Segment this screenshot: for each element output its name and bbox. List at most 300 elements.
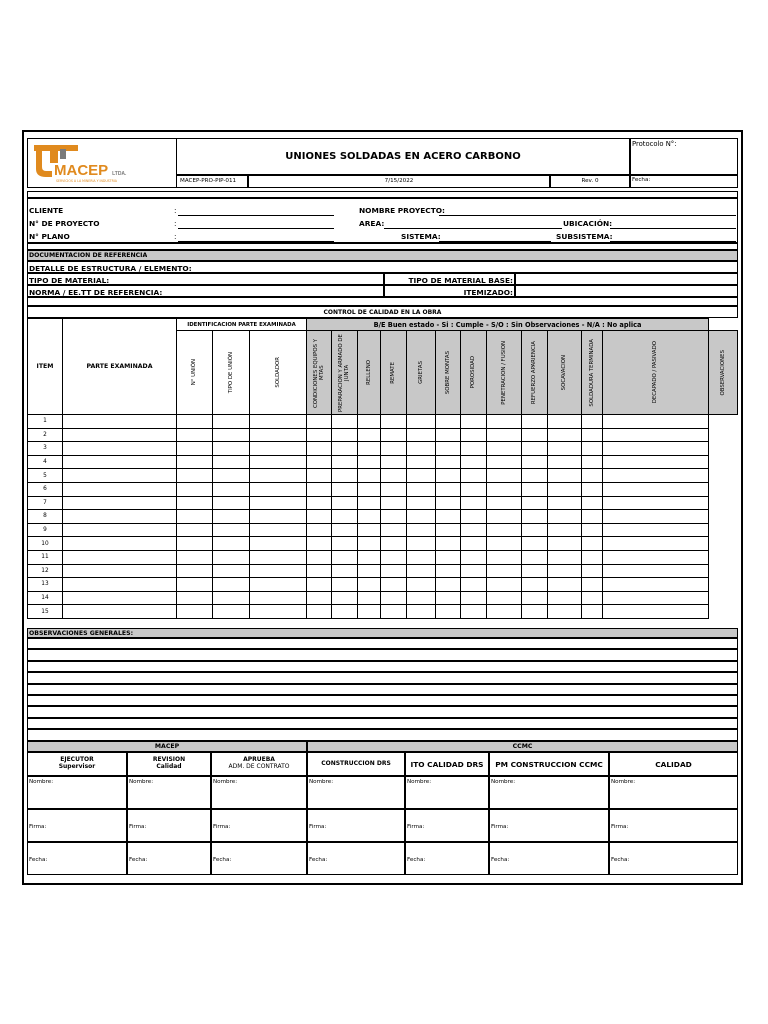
table-cell[interactable] — [177, 415, 213, 429]
column-header-3 — [307, 331, 332, 415]
table-cell[interactable] — [63, 564, 177, 578]
table-cell[interactable] — [213, 415, 250, 429]
signature-fecha-field[interactable] — [127, 842, 211, 875]
table-cell[interactable] — [582, 469, 603, 483]
table-cell[interactable] — [63, 537, 177, 551]
table-cell[interactable] — [461, 510, 487, 524]
table-cell[interactable] — [213, 469, 250, 483]
table-cell[interactable] — [332, 428, 358, 442]
signature-fecha-field[interactable] — [27, 842, 127, 875]
signature-col-header — [307, 752, 405, 776]
signature-firma-field[interactable] — [127, 809, 211, 842]
table-cell[interactable] — [332, 523, 358, 537]
signature-nombre-field[interactable] — [405, 776, 489, 809]
table-cell[interactable] — [307, 523, 332, 537]
table-cell[interactable] — [213, 496, 250, 510]
table-cell[interactable] — [603, 510, 709, 524]
table-cell[interactable] — [332, 578, 358, 592]
table-cell[interactable] — [603, 591, 709, 605]
table-cell[interactable] — [213, 564, 250, 578]
table-cell[interactable] — [603, 550, 709, 564]
table-cell[interactable] — [213, 510, 250, 524]
observaciones-line[interactable] — [27, 718, 738, 729]
table-cell[interactable] — [582, 428, 603, 442]
table-cell[interactable] — [461, 469, 487, 483]
table-cell[interactable] — [358, 428, 381, 442]
table-cell[interactable] — [487, 482, 522, 496]
table-cell[interactable] — [63, 469, 177, 483]
table-cell[interactable] — [332, 415, 358, 429]
table-cell[interactable] — [548, 469, 582, 483]
table-cell[interactable] — [250, 578, 307, 592]
table-cell[interactable] — [63, 605, 177, 619]
table-cell[interactable] — [487, 537, 522, 551]
table-cell[interactable] — [522, 428, 548, 442]
table-cell[interactable] — [407, 510, 436, 524]
signature-fecha-field[interactable] — [609, 842, 738, 875]
table-cell[interactable] — [250, 496, 307, 510]
table-cell[interactable] — [582, 455, 603, 469]
ubicacion-field[interactable] — [610, 228, 736, 229]
table-cell[interactable] — [487, 564, 522, 578]
table-cell[interactable] — [358, 591, 381, 605]
table-cell[interactable] — [487, 605, 522, 619]
signature-firma-field[interactable] — [211, 809, 307, 842]
table-cell[interactable] — [407, 523, 436, 537]
observaciones-line[interactable] — [27, 695, 738, 706]
signature-firma-field[interactable] — [609, 809, 738, 842]
table-cell[interactable] — [250, 550, 307, 564]
table-cell[interactable] — [548, 482, 582, 496]
table-cell[interactable] — [307, 496, 332, 510]
table-cell[interactable] — [603, 496, 709, 510]
table-cell[interactable] — [381, 510, 407, 524]
table-cell[interactable] — [307, 469, 332, 483]
table-cell[interactable] — [487, 523, 522, 537]
table-cell[interactable] — [436, 482, 461, 496]
table-cell[interactable] — [177, 510, 213, 524]
table-cell[interactable] — [332, 510, 358, 524]
observaciones-line[interactable] — [27, 729, 738, 740]
signature-nombre-field[interactable] — [489, 776, 609, 809]
table-cell[interactable] — [603, 537, 709, 551]
table-cell[interactable] — [358, 510, 381, 524]
table-cell[interactable] — [522, 550, 548, 564]
observaciones-line[interactable] — [27, 684, 738, 695]
table-cell[interactable] — [332, 455, 358, 469]
table-cell[interactable] — [436, 578, 461, 592]
table-cell[interactable] — [548, 537, 582, 551]
table-cell[interactable] — [548, 442, 582, 456]
table-cell[interactable] — [213, 442, 250, 456]
table-cell[interactable] — [603, 564, 709, 578]
table-cell[interactable] — [332, 550, 358, 564]
signature-fecha-field[interactable] — [405, 842, 489, 875]
table-cell[interactable] — [381, 605, 407, 619]
table-cell[interactable] — [358, 455, 381, 469]
table-cell[interactable] — [381, 591, 407, 605]
signature-fecha-field[interactable] — [307, 842, 405, 875]
table-cell[interactable] — [177, 550, 213, 564]
table-cell[interactable] — [548, 564, 582, 578]
table-cell[interactable] — [213, 455, 250, 469]
table-cell[interactable] — [177, 523, 213, 537]
table-cell[interactable] — [381, 415, 407, 429]
table-cell[interactable] — [603, 415, 709, 429]
table-cell[interactable] — [522, 455, 548, 469]
table-cell[interactable] — [548, 578, 582, 592]
table-cell[interactable] — [213, 591, 250, 605]
table-cell[interactable] — [177, 537, 213, 551]
table-cell[interactable] — [603, 482, 709, 496]
table-cell[interactable] — [603, 428, 709, 442]
table-cell[interactable] — [63, 442, 177, 456]
table-cell[interactable] — [63, 550, 177, 564]
signature-col-title: APRUEBA — [243, 756, 275, 763]
signature-nombre-label: Nombre: — [213, 779, 238, 785]
table-cell[interactable] — [177, 605, 213, 619]
column-header-label: REFUERZO APARIENCIA — [531, 340, 538, 405]
signature-firma-label: Firma: — [491, 824, 509, 830]
signature-col-subtitle: ADM. DE CONTRATO — [228, 763, 290, 770]
table-cell[interactable] — [250, 523, 307, 537]
table-cell[interactable] — [436, 428, 461, 442]
table-cell[interactable] — [381, 455, 407, 469]
observaciones-line[interactable] — [27, 649, 738, 660]
table-cell[interactable] — [582, 523, 603, 537]
table-cell[interactable] — [461, 496, 487, 510]
table-cell[interactable] — [522, 578, 548, 592]
table-cell[interactable] — [332, 537, 358, 551]
table-cell[interactable] — [461, 523, 487, 537]
table-cell[interactable] — [213, 523, 250, 537]
table-cell[interactable] — [250, 469, 307, 483]
table-cell[interactable] — [461, 537, 487, 551]
detalle-label: DETALLE DE ESTRUCTURA / ELEMENTO: — [29, 264, 192, 273]
tipo-material-cell[interactable] — [27, 273, 384, 285]
table-cell[interactable] — [582, 482, 603, 496]
table-cell[interactable] — [548, 523, 582, 537]
table-cell[interactable] — [487, 550, 522, 564]
table-cell[interactable] — [332, 496, 358, 510]
table-cell[interactable] — [461, 428, 487, 442]
norma-cell[interactable] — [27, 285, 384, 297]
table-cell[interactable] — [603, 523, 709, 537]
table-cell[interactable] — [582, 550, 603, 564]
table-cell[interactable] — [461, 564, 487, 578]
table-cell[interactable] — [522, 442, 548, 456]
table-cell[interactable] — [307, 605, 332, 619]
table-cell[interactable] — [582, 578, 603, 592]
table-cell[interactable] — [358, 469, 381, 483]
table-cell[interactable] — [461, 605, 487, 619]
table-cell[interactable] — [381, 496, 407, 510]
table-cell[interactable] — [436, 415, 461, 429]
table-cell[interactable] — [603, 605, 709, 619]
table-cell[interactable] — [407, 578, 436, 592]
table-cell[interactable] — [548, 510, 582, 524]
table-cell[interactable] — [548, 415, 582, 429]
nombre-proyecto-field[interactable] — [439, 215, 736, 216]
table-cell[interactable] — [358, 550, 381, 564]
table-cell[interactable] — [522, 510, 548, 524]
table-cell[interactable] — [177, 482, 213, 496]
table-row — [28, 537, 738, 551]
table-cell[interactable] — [487, 510, 522, 524]
table-cell[interactable] — [461, 415, 487, 429]
table-cell[interactable] — [436, 605, 461, 619]
table-cell[interactable] — [522, 537, 548, 551]
table-cell[interactable] — [177, 578, 213, 592]
proyecto-field[interactable] — [178, 228, 334, 229]
signature-firma-field[interactable] — [405, 809, 489, 842]
table-cell[interactable] — [522, 469, 548, 483]
table-cell[interactable] — [63, 510, 177, 524]
table-cell[interactable] — [436, 469, 461, 483]
table-cell[interactable] — [582, 442, 603, 456]
table-cell[interactable] — [307, 442, 332, 456]
table-cell[interactable] — [63, 428, 177, 442]
table-cell[interactable] — [213, 482, 250, 496]
table-cell[interactable] — [332, 564, 358, 578]
plano-field[interactable] — [178, 241, 334, 242]
table-cell[interactable] — [307, 591, 332, 605]
table-cell[interactable] — [582, 415, 603, 429]
table-cell[interactable] — [407, 591, 436, 605]
table-cell[interactable] — [582, 510, 603, 524]
table-cell[interactable] — [307, 428, 332, 442]
table-cell[interactable] — [548, 550, 582, 564]
code-cell — [176, 175, 248, 188]
table-cell[interactable] — [407, 415, 436, 429]
table-cell[interactable] — [332, 482, 358, 496]
cliente-field[interactable] — [178, 215, 334, 216]
table-cell[interactable] — [603, 442, 709, 456]
table-cell[interactable] — [250, 455, 307, 469]
table-cell[interactable] — [603, 455, 709, 469]
item-number: 8 — [28, 510, 63, 524]
table-cell[interactable] — [436, 510, 461, 524]
table-cell[interactable] — [358, 564, 381, 578]
table-cell[interactable] — [461, 578, 487, 592]
table-cell[interactable] — [381, 564, 407, 578]
ident-header: IDENTIFICACION PARTE EXAMINADA — [177, 319, 307, 331]
table-cell[interactable] — [522, 564, 548, 578]
table-cell[interactable] — [332, 442, 358, 456]
item-number: 14 — [28, 591, 63, 605]
tipo-material-base-field[interactable] — [515, 273, 738, 285]
signature-nombre-field[interactable] — [211, 776, 307, 809]
table-cell[interactable] — [436, 442, 461, 456]
detalle-row[interactable] — [27, 261, 738, 273]
table-cell[interactable] — [548, 591, 582, 605]
table-cell[interactable] — [436, 564, 461, 578]
signature-fecha-field[interactable] — [489, 842, 609, 875]
table-cell[interactable] — [381, 550, 407, 564]
table-cell[interactable] — [63, 482, 177, 496]
table-cell[interactable] — [358, 482, 381, 496]
table-cell[interactable] — [177, 496, 213, 510]
table-cell[interactable] — [250, 442, 307, 456]
table-cell[interactable] — [407, 469, 436, 483]
table-cell[interactable] — [177, 564, 213, 578]
table-cell[interactable] — [461, 442, 487, 456]
signature-nombre-field[interactable] — [27, 776, 127, 809]
table-cell[interactable] — [487, 442, 522, 456]
signature-nombre-field[interactable] — [609, 776, 738, 809]
table-cell[interactable] — [213, 537, 250, 551]
observaciones-line[interactable] — [27, 638, 738, 649]
table-cell[interactable] — [307, 550, 332, 564]
table-cell[interactable] — [177, 442, 213, 456]
table-cell[interactable] — [487, 578, 522, 592]
table-cell[interactable] — [436, 523, 461, 537]
table-cell[interactable] — [332, 591, 358, 605]
table-cell[interactable] — [487, 469, 522, 483]
table-cell[interactable] — [461, 550, 487, 564]
table-cell[interactable] — [522, 523, 548, 537]
table-cell[interactable] — [213, 428, 250, 442]
table-cell[interactable] — [461, 591, 487, 605]
table-cell[interactable] — [307, 578, 332, 592]
table-cell[interactable] — [358, 523, 381, 537]
table-cell[interactable] — [381, 482, 407, 496]
table-cell[interactable] — [213, 550, 250, 564]
table-cell[interactable] — [381, 469, 407, 483]
table-cell[interactable] — [548, 455, 582, 469]
table-cell[interactable] — [582, 496, 603, 510]
table-cell[interactable] — [63, 591, 177, 605]
table-cell[interactable] — [436, 550, 461, 564]
table-cell[interactable] — [250, 564, 307, 578]
table-cell[interactable] — [250, 482, 307, 496]
area-field[interactable] — [384, 228, 562, 229]
signature-fecha-field[interactable] — [211, 842, 307, 875]
table-cell[interactable] — [548, 428, 582, 442]
sistema-field[interactable] — [439, 241, 551, 242]
table-cell[interactable] — [307, 510, 332, 524]
table-cell[interactable] — [381, 537, 407, 551]
table-cell[interactable] — [487, 496, 522, 510]
table-cell[interactable] — [461, 455, 487, 469]
table-cell[interactable] — [436, 591, 461, 605]
itemizado-field[interactable] — [515, 285, 738, 297]
table-cell[interactable] — [603, 578, 709, 592]
table-cell[interactable] — [407, 537, 436, 551]
table-cell[interactable] — [332, 469, 358, 483]
table-cell[interactable] — [250, 428, 307, 442]
table-cell[interactable] — [358, 442, 381, 456]
table-cell[interactable] — [407, 455, 436, 469]
table-cell[interactable] — [436, 496, 461, 510]
table-cell[interactable] — [407, 550, 436, 564]
observaciones-line[interactable] — [27, 706, 738, 717]
table-cell[interactable] — [548, 496, 582, 510]
observaciones-line[interactable] — [27, 661, 738, 672]
table-cell[interactable] — [582, 537, 603, 551]
table-cell[interactable] — [522, 482, 548, 496]
table-cell[interactable] — [358, 537, 381, 551]
table-cell[interactable] — [407, 605, 436, 619]
table-cell[interactable] — [63, 523, 177, 537]
table-cell[interactable] — [307, 537, 332, 551]
table-cell[interactable] — [487, 591, 522, 605]
table-cell[interactable] — [436, 537, 461, 551]
table-cell[interactable] — [63, 496, 177, 510]
table-cell[interactable] — [407, 564, 436, 578]
item-number: 9 — [28, 523, 63, 537]
table-cell[interactable] — [522, 605, 548, 619]
table-cell[interactable] — [381, 428, 407, 442]
signature-firma-field[interactable] — [489, 809, 609, 842]
table-cell[interactable] — [63, 578, 177, 592]
table-cell[interactable] — [250, 591, 307, 605]
table-cell[interactable] — [250, 510, 307, 524]
table-cell[interactable] — [461, 482, 487, 496]
table-cell[interactable] — [177, 455, 213, 469]
table-cell[interactable] — [250, 415, 307, 429]
table-cell[interactable] — [582, 605, 603, 619]
table-cell[interactable] — [407, 496, 436, 510]
table-cell[interactable] — [307, 415, 332, 429]
table-cell[interactable] — [177, 591, 213, 605]
table-cell[interactable] — [487, 428, 522, 442]
table-cell[interactable] — [603, 469, 709, 483]
table-cell[interactable] — [307, 482, 332, 496]
table-cell[interactable] — [358, 605, 381, 619]
table-cell[interactable] — [358, 496, 381, 510]
signature-col-title: CALIDAD — [655, 760, 692, 769]
signature-nombre-field[interactable] — [307, 776, 405, 809]
table-cell[interactable] — [213, 578, 250, 592]
table-cell[interactable] — [381, 578, 407, 592]
item-number: 3 — [28, 442, 63, 456]
table-cell[interactable] — [307, 455, 332, 469]
table-cell[interactable] — [381, 442, 407, 456]
table-cell[interactable] — [177, 428, 213, 442]
table-cell[interactable] — [487, 455, 522, 469]
signature-nombre-field[interactable] — [127, 776, 211, 809]
signature-col-header — [405, 752, 489, 776]
table-cell[interactable] — [487, 415, 522, 429]
table-cell[interactable] — [213, 605, 250, 619]
table-cell[interactable] — [250, 537, 307, 551]
table-cell[interactable] — [381, 523, 407, 537]
table-cell[interactable] — [582, 564, 603, 578]
table-cell[interactable] — [407, 442, 436, 456]
table-cell[interactable] — [522, 415, 548, 429]
table-cell[interactable] — [63, 415, 177, 429]
table-cell[interactable] — [250, 605, 307, 619]
subsistema-field[interactable] — [610, 241, 736, 242]
table-cell[interactable] — [307, 564, 332, 578]
table-cell[interactable] — [177, 469, 213, 483]
table-cell[interactable] — [548, 605, 582, 619]
table-cell[interactable] — [522, 496, 548, 510]
signature-firma-field[interactable] — [27, 809, 127, 842]
table-cell[interactable] — [407, 482, 436, 496]
table-cell[interactable] — [436, 455, 461, 469]
table-cell[interactable] — [332, 605, 358, 619]
table-cell[interactable] — [407, 428, 436, 442]
signature-firma-field[interactable] — [307, 809, 405, 842]
table-cell[interactable] — [358, 415, 381, 429]
table-cell[interactable] — [63, 455, 177, 469]
table-cell[interactable] — [582, 591, 603, 605]
table-cell[interactable] — [522, 591, 548, 605]
table-cell[interactable] — [358, 578, 381, 592]
observaciones-line[interactable] — [27, 672, 738, 683]
